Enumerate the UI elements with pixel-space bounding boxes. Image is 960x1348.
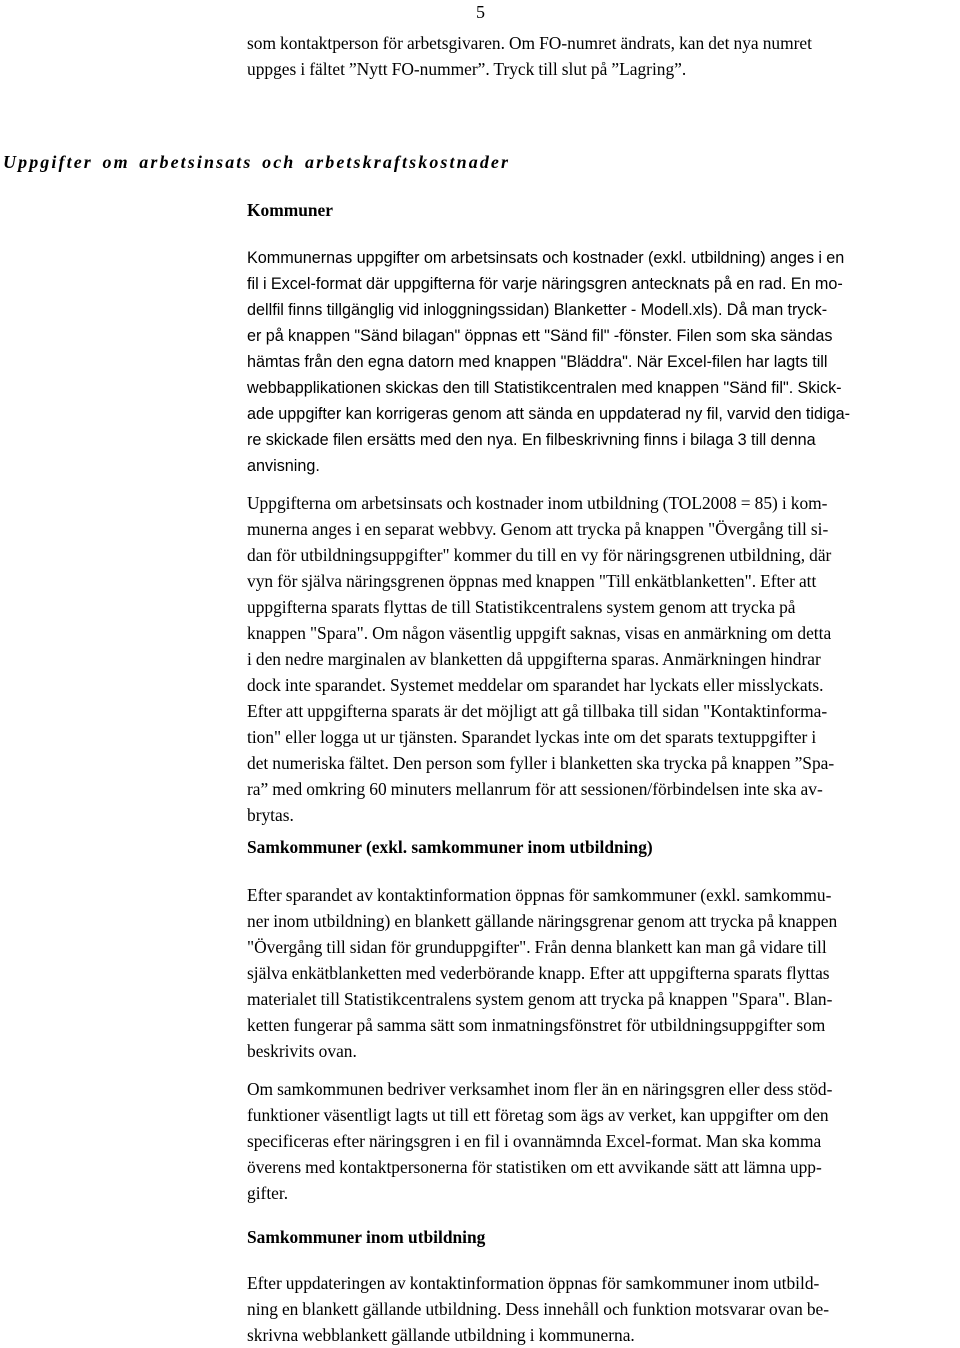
text-line: munerna anges i en separat webbvy. Genom att trycka på knappen "Övergång till si- <box>247 519 829 539</box>
text-line: Om samkommunen bedriver verksamhet inom fler än en näringsgren eller dess stöd- <box>247 1079 833 1099</box>
samkommuner-heading: Samkommuner (exkl. samkommuner inom utbildning) <box>247 837 653 857</box>
text-line: Kommunernas uppgifter om arbetsinsats och kostnader (exkl. utbildning) anges i en <box>247 249 845 267</box>
text-line: som kontaktperson för arbetsgivaren. Om FO-numret ändrats, kan det nya numret <box>247 33 812 53</box>
text-line: specificeras efter näringsgren i en fil i ovannämnda Excel-format. Man ska komma <box>247 1131 822 1151</box>
text-line: Efter att uppgifterna sparats är det möjligt att gå tillbaka till sidan "Kontaktinforma- <box>247 701 828 721</box>
text-line: knappen "Spara". Om någon väsentlig uppgift saknas, visas en anmärkning om detta <box>247 623 832 643</box>
text-line: Efter sparandet av kontaktinformation öppnas för samkommuner (exkl. samkommu- <box>247 885 832 905</box>
text-line: fil i Excel-format där uppgifterna för varje näringsgren antecknats på en rad. En mo- <box>247 275 843 293</box>
text-line: Efter uppdateringen av kontaktinformation öppnas för samkommuner inom utbild- <box>247 1273 820 1293</box>
intro-paragraph <box>247 30 959 82</box>
samkommuner-utbildning-heading: Samkommuner inom utbildning <box>247 1227 486 1247</box>
text-line: dan för utbildningsuppgifter" kommer du till en vy för näringsgrenen utbildning, där <box>247 545 832 565</box>
samkommuner-paragraph-naringsgren <box>247 1076 959 1206</box>
text-line: tion" eller logga ut ur tjänsten. Sparandet lyckas inte om det sparats textuppgifter i <box>247 727 817 747</box>
text-line: ning en blankett gällande utbildning. Dess innehåll och funktion motsvarar ovan be- <box>247 1299 830 1319</box>
text-line: dellfil finns tillgänglig vid inloggningssidan) Blanketter - Modell.xls). Då man tryck- <box>247 301 828 319</box>
text-line: Uppgifterna om arbetsinsats och kostnader inom utbildning (TOL2008 = 85) i kom- <box>247 493 828 513</box>
text-line: själva enkätblanketten med vederbörande knapp. Efter att uppgifterna sparats flyttas <box>247 963 830 983</box>
text-line: det numeriska fältet. Den person som fyller i blanketten ska trycka på knappen ”Spa- <box>247 753 835 773</box>
text-line: materialet till Statistikcentralens system genom att trycka på knappen "Spara". Blan- <box>247 989 833 1009</box>
text-line: ra” med omkring 60 minuters mellanrum för att sessionen/förbindelsen inte ska av- <box>247 779 823 799</box>
page-number: 5 <box>476 2 485 22</box>
text-line: anvisning. <box>247 457 320 475</box>
text-line: skrivna webblankett gällande utbildning i kommunerna. <box>247 1325 635 1345</box>
text-line: dock inte sparandet. Systemet meddelar om sparandet har lyckats eller misslyckats. <box>247 675 824 695</box>
text-line: i den nedre marginalen av blanketten då uppgifterna sparas. Anmärkningen hindrar <box>247 649 821 669</box>
text-line: webbapplikationen skickas den till Statistikcentralen med knappen "Sänd fil". Skick- <box>247 379 842 397</box>
text-line: re skickade filen ersätts med den nya. En filbeskrivning finns i bilaga 3 till denna <box>247 431 816 449</box>
text-line: uppgifterna sparats flyttas de till Statistikcentralens system genom att trycka på <box>247 597 796 617</box>
kommuner-paragraph-utbildning <box>247 490 959 828</box>
text-line: brytas. <box>247 805 294 825</box>
samkommuner-utbildning-paragraph <box>247 1270 959 1348</box>
kommuner-paragraph-excel <box>247 245 959 479</box>
text-line: ner inom utbildning) en blankett gällande näringsgrenar genom att trycka på knappen <box>247 911 838 931</box>
text-line: ade uppgifter kan korrigeras genom att sända en uppdaterad ny fil, varvid den tidiga- <box>247 405 851 423</box>
text-line: ketten fungerar på samma sätt som inmatningsfönstret för utbildningsuppgifter som <box>247 1015 826 1035</box>
text-line: er på knappen "Sänd bilagan" öppnas ett "Sänd fil" -fönster. Filen som ska sändas <box>247 327 833 345</box>
text-line: vyn för själva näringsgrenen öppnas med knappen "Till enkätblanketten". Efter att <box>247 571 817 591</box>
text-line: beskrivits ovan. <box>247 1041 357 1061</box>
kommuner-heading: Kommuner <box>247 200 333 220</box>
text-line: gifter. <box>247 1183 289 1203</box>
text-line: överens med kontaktpersonerna för statistiken om ett avvikande sätt att lämna upp- <box>247 1157 822 1177</box>
samkommuner-paragraph-blankett <box>247 882 959 1064</box>
text-line: "Övergång till sidan för grunduppgifter". Från denna blankett kan man gå vidare till <box>247 937 827 957</box>
text-line: hämtas från den egna datorn med knappen "Bläddra". När Excel-filen har lagts till <box>247 353 828 371</box>
text-line: funktioner väsentligt lagts ut till ett företag som ägs av verket, kan uppgifter om den <box>247 1105 829 1125</box>
section-heading: Uppgifter om arbetsinsats och arbetskraftskostnader <box>3 152 511 172</box>
text-line: uppges i fältet ”Nytt FO-nummer”. Tryck till slut på ”Lagring”. <box>247 59 687 79</box>
